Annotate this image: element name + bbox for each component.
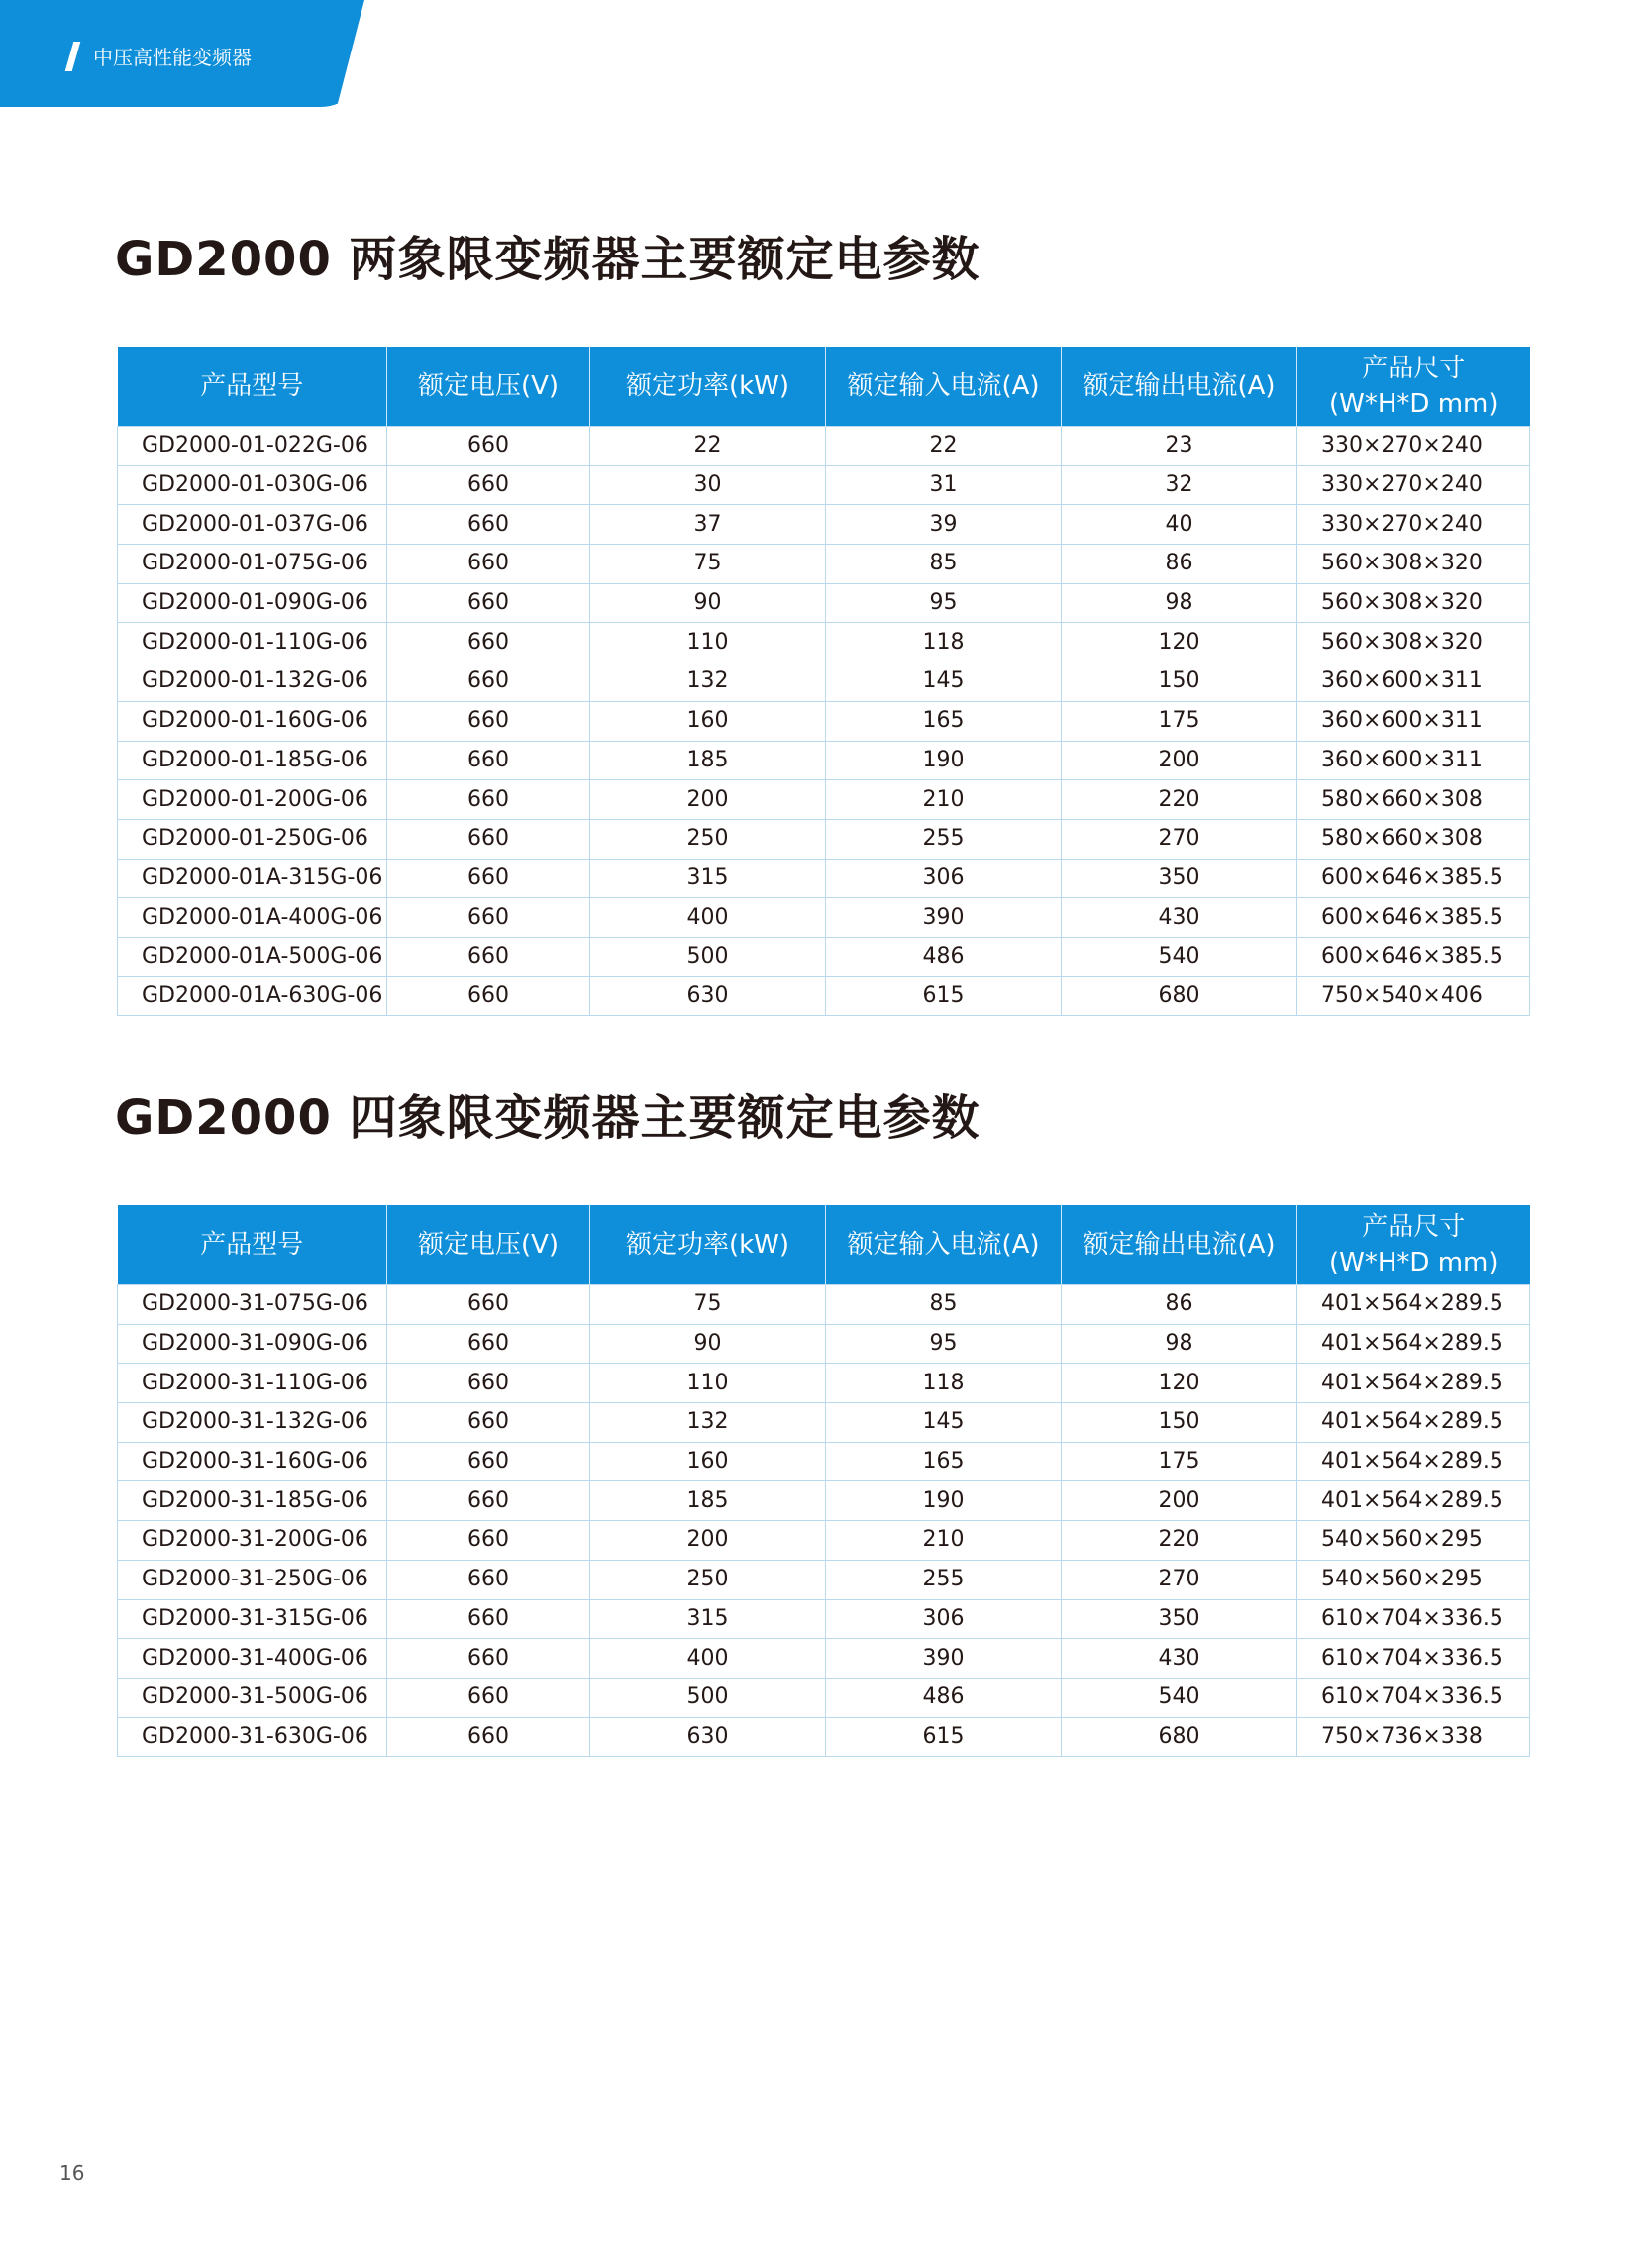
table-cell: 95 (826, 583, 1062, 623)
table-cell: 660 (387, 780, 590, 820)
table-row (118, 1403, 1530, 1443)
table-cell: 255 (826, 819, 1062, 859)
table-cell: 540 (1062, 937, 1297, 976)
table-cell: 306 (826, 859, 1062, 898)
table-cell: 350 (1062, 859, 1297, 898)
table-cell: 95 (826, 1324, 1062, 1364)
table-2-title: GD2000 四象限变频器主要额定电参数 (115, 1090, 981, 1146)
table-cell: GD2000-31-132G-06 (118, 1403, 387, 1443)
table-cell: 145 (826, 662, 1062, 702)
table-cell: GD2000-31-250G-06 (118, 1560, 387, 1599)
table-row (118, 780, 1530, 820)
table-cell: 401×564×289.5 (1297, 1285, 1530, 1325)
table-cell: 39 (826, 505, 1062, 545)
table-cell: 600×646×385.5 (1297, 937, 1530, 976)
table-cell: 200 (590, 780, 826, 820)
table-cell: 660 (387, 583, 590, 623)
table-cell: 75 (590, 1285, 826, 1325)
table-cell: GD2000-01-110G-06 (118, 623, 387, 662)
header-row (118, 1205, 1530, 1285)
table-cell: 270 (1062, 1560, 1297, 1599)
table-cell: 600×646×385.5 (1297, 859, 1530, 898)
table-cell: 360×600×311 (1297, 741, 1530, 780)
table-cell: 315 (590, 1599, 826, 1639)
table-cell: 660 (387, 701, 590, 741)
table-cell: 660 (387, 1717, 590, 1757)
table-cell: 660 (387, 623, 590, 662)
table-cell: 390 (826, 898, 1062, 938)
table-cell: 360×600×311 (1297, 701, 1530, 741)
table-cell: 660 (387, 1481, 590, 1521)
table-cell: 165 (826, 1442, 1062, 1481)
table-cell: 660 (387, 545, 590, 584)
column-header: 额定电压(V) (387, 1205, 590, 1285)
table-cell: 118 (826, 1364, 1062, 1403)
table-cell: 270 (1062, 819, 1297, 859)
table-cell: GD2000-01A-315G-06 (118, 859, 387, 898)
table-cell: 37 (590, 505, 826, 545)
table-cell: 486 (826, 1678, 1062, 1717)
table-cell: GD2000-01-075G-06 (118, 545, 387, 584)
table-row (118, 545, 1530, 584)
table-cell: 400 (590, 1639, 826, 1679)
table-cell: 150 (1062, 662, 1297, 702)
table-cell: GD2000-01-090G-06 (118, 583, 387, 623)
table-cell: 330×270×240 (1297, 427, 1530, 466)
table-cell: 430 (1062, 898, 1297, 938)
table-cell: 610×704×336.5 (1297, 1639, 1530, 1679)
table-cell: 210 (826, 780, 1062, 820)
table-cell: 660 (387, 1639, 590, 1679)
table-cell: GD2000-01-022G-06 (118, 427, 387, 466)
table-cell: 401×564×289.5 (1297, 1442, 1530, 1481)
table-cell: 120 (1062, 1364, 1297, 1403)
table-cell: 132 (590, 1403, 826, 1443)
table-cell: 400 (590, 898, 826, 938)
table-row (118, 505, 1530, 545)
section-label: 中压高性能变频器 (93, 46, 252, 69)
column-header: 产品型号 (118, 1205, 387, 1285)
table-row (118, 1678, 1530, 1717)
table-cell: 30 (590, 465, 826, 505)
table-row (118, 1324, 1530, 1364)
table-cell: 90 (590, 1324, 826, 1364)
table-cell: 750×540×406 (1297, 976, 1530, 1016)
table-cell: GD2000-01-132G-06 (118, 662, 387, 702)
table-cell: 660 (387, 1285, 590, 1325)
table-1-title: GD2000 两象限变频器主要额定电参数 (115, 232, 981, 287)
table-cell: 660 (387, 427, 590, 466)
table-cell: 660 (387, 1364, 590, 1403)
table-cell: 150 (1062, 1403, 1297, 1443)
table-cell: 540 (1062, 1678, 1297, 1717)
table-cell: 500 (590, 937, 826, 976)
table-cell: 330×270×240 (1297, 505, 1530, 545)
column-header: 额定功率(kW) (590, 347, 826, 427)
table-cell: 185 (590, 1481, 826, 1521)
table-cell: 210 (826, 1521, 1062, 1561)
table-cell: 390 (826, 1639, 1062, 1679)
table-cell: 660 (387, 1324, 590, 1364)
table-cell: 660 (387, 976, 590, 1016)
table-row (118, 1521, 1530, 1561)
table-cell: 660 (387, 819, 590, 859)
column-header: 产品型号 (118, 347, 387, 427)
table-cell: 660 (387, 937, 590, 976)
table-cell: 750×736×338 (1297, 1717, 1530, 1757)
table-cell: 540×560×295 (1297, 1560, 1530, 1599)
table-row (118, 859, 1530, 898)
table-row (118, 427, 1530, 466)
table-row (118, 976, 1530, 1016)
table-cell: GD2000-31-185G-06 (118, 1481, 387, 1521)
table-cell: GD2000-31-630G-06 (118, 1717, 387, 1757)
table-cell: 98 (1062, 583, 1297, 623)
table-cell: 110 (590, 1364, 826, 1403)
table-cell: GD2000-01-037G-06 (118, 505, 387, 545)
table-cell: 610×704×336.5 (1297, 1678, 1530, 1717)
table-cell: 430 (1062, 1639, 1297, 1679)
table-cell: 145 (826, 1403, 1062, 1443)
table-cell: 22 (590, 427, 826, 466)
table-cell: 330×270×240 (1297, 465, 1530, 505)
table-cell: GD2000-31-110G-06 (118, 1364, 387, 1403)
table-row (118, 1364, 1530, 1403)
table-cell: 580×660×308 (1297, 780, 1530, 820)
table-row (118, 662, 1530, 702)
table-row (118, 741, 1530, 780)
table-cell: 660 (387, 1599, 590, 1639)
table-cell: 660 (387, 1560, 590, 1599)
table-cell: GD2000-31-090G-06 (118, 1324, 387, 1364)
table-cell: 86 (1062, 1285, 1297, 1325)
table-cell: 660 (387, 898, 590, 938)
table-cell: 175 (1062, 1442, 1297, 1481)
two-quadrant-params-table (117, 347, 1530, 1016)
table-cell: 660 (387, 1442, 590, 1481)
column-header: 额定电压(V) (387, 347, 590, 427)
table-cell: 190 (826, 1481, 1062, 1521)
table-cell: 560×308×320 (1297, 623, 1530, 662)
table-row (118, 1560, 1530, 1599)
table-cell: 600×646×385.5 (1297, 898, 1530, 938)
table-cell: 660 (387, 505, 590, 545)
table-cell: GD2000-01-200G-06 (118, 780, 387, 820)
table-cell: 98 (1062, 1324, 1297, 1364)
table-cell: 660 (387, 1403, 590, 1443)
table-cell: 255 (826, 1560, 1062, 1599)
table-cell: GD2000-01-030G-06 (118, 465, 387, 505)
table-cell: GD2000-31-075G-06 (118, 1285, 387, 1325)
table-cell: 132 (590, 662, 826, 702)
table-cell: GD2000-01-250G-06 (118, 819, 387, 859)
table-cell: 500 (590, 1678, 826, 1717)
table-cell: 90 (590, 583, 826, 623)
table-row (118, 819, 1530, 859)
table-cell: 118 (826, 623, 1062, 662)
table-cell: 580×660×308 (1297, 819, 1530, 859)
table-cell: 32 (1062, 465, 1297, 505)
table-cell: 185 (590, 741, 826, 780)
table-cell: 680 (1062, 976, 1297, 1016)
table-row (118, 1599, 1530, 1639)
table-cell: 250 (590, 819, 826, 859)
table-cell: 200 (590, 1521, 826, 1561)
table-cell: 615 (826, 1717, 1062, 1757)
table-cell: 630 (590, 976, 826, 1016)
table-cell: 160 (590, 1442, 826, 1481)
table-cell: 200 (1062, 1481, 1297, 1521)
table-row (118, 1717, 1530, 1757)
table-cell: 31 (826, 465, 1062, 505)
table-cell: GD2000-31-315G-06 (118, 1599, 387, 1639)
table-row (118, 1442, 1530, 1481)
table-cell: 540×560×295 (1297, 1521, 1530, 1561)
table-row (118, 465, 1530, 505)
table-cell: 560×308×320 (1297, 583, 1530, 623)
table-cell: 615 (826, 976, 1062, 1016)
table-cell: 610×704×336.5 (1297, 1599, 1530, 1639)
table-cell: 660 (387, 465, 590, 505)
table-row (118, 898, 1530, 938)
table-cell: 350 (1062, 1599, 1297, 1639)
table-cell: GD2000-01A-400G-06 (118, 898, 387, 938)
column-header: 产品尺寸 (W*H*D mm) (1297, 1205, 1530, 1285)
table-cell: 660 (387, 662, 590, 702)
table-cell: 86 (1062, 545, 1297, 584)
table-cell: 120 (1062, 623, 1297, 662)
table-cell: 23 (1062, 427, 1297, 466)
table-cell: 190 (826, 741, 1062, 780)
column-header: 额定输出电流(A) (1062, 347, 1297, 427)
table-cell: GD2000-01A-500G-06 (118, 937, 387, 976)
table-cell: GD2000-01-185G-06 (118, 741, 387, 780)
table-cell: 160 (590, 701, 826, 741)
table-cell: GD2000-31-160G-06 (118, 1442, 387, 1481)
table-cell: 401×564×289.5 (1297, 1364, 1530, 1403)
table-row (118, 1481, 1530, 1521)
table-cell: 165 (826, 701, 1062, 741)
table-cell: 401×564×289.5 (1297, 1403, 1530, 1443)
table-cell: 630 (590, 1717, 826, 1757)
table-cell: GD2000-01-160G-06 (118, 701, 387, 741)
column-header: 额定功率(kW) (590, 1205, 826, 1285)
table-row (118, 1285, 1530, 1325)
table-row (118, 1639, 1530, 1679)
table-cell: 220 (1062, 1521, 1297, 1561)
table-cell: 175 (1062, 701, 1297, 741)
table-row (118, 623, 1530, 662)
table-cell: GD2000-01A-630G-06 (118, 976, 387, 1016)
table-cell: 401×564×289.5 (1297, 1324, 1530, 1364)
table-cell: 401×564×289.5 (1297, 1481, 1530, 1521)
table-cell: GD2000-31-200G-06 (118, 1521, 387, 1561)
table-row (118, 937, 1530, 976)
table-cell: GD2000-31-400G-06 (118, 1639, 387, 1679)
table-cell: 110 (590, 623, 826, 662)
table-cell: 250 (590, 1560, 826, 1599)
table-cell: 85 (826, 1285, 1062, 1325)
table-cell: 660 (387, 859, 590, 898)
table-cell: 220 (1062, 780, 1297, 820)
table-cell: 560×308×320 (1297, 545, 1530, 584)
table-cell: 360×600×311 (1297, 662, 1530, 702)
table-cell: 22 (826, 427, 1062, 466)
table-cell: 660 (387, 741, 590, 780)
table-row (118, 701, 1530, 741)
header-row (118, 347, 1530, 427)
column-header: 额定输入电流(A) (826, 1205, 1062, 1285)
table-cell: 200 (1062, 741, 1297, 780)
column-header: 额定输出电流(A) (1062, 1205, 1297, 1285)
table-cell: 306 (826, 1599, 1062, 1639)
table-cell: 75 (590, 545, 826, 584)
column-header: 额定输入电流(A) (826, 347, 1062, 427)
table-cell: 680 (1062, 1717, 1297, 1757)
table-cell: 660 (387, 1521, 590, 1561)
table-cell: 315 (590, 859, 826, 898)
table-cell: 85 (826, 545, 1062, 584)
table-cell: 660 (387, 1678, 590, 1717)
table-row (118, 583, 1530, 623)
table-cell: 40 (1062, 505, 1297, 545)
page-number: 16 (59, 2161, 85, 2185)
table-cell: 486 (826, 937, 1062, 976)
table-cell: GD2000-31-500G-06 (118, 1678, 387, 1717)
column-header: 产品尺寸 (W*H*D mm) (1297, 347, 1530, 427)
four-quadrant-params-table (117, 1205, 1530, 1757)
